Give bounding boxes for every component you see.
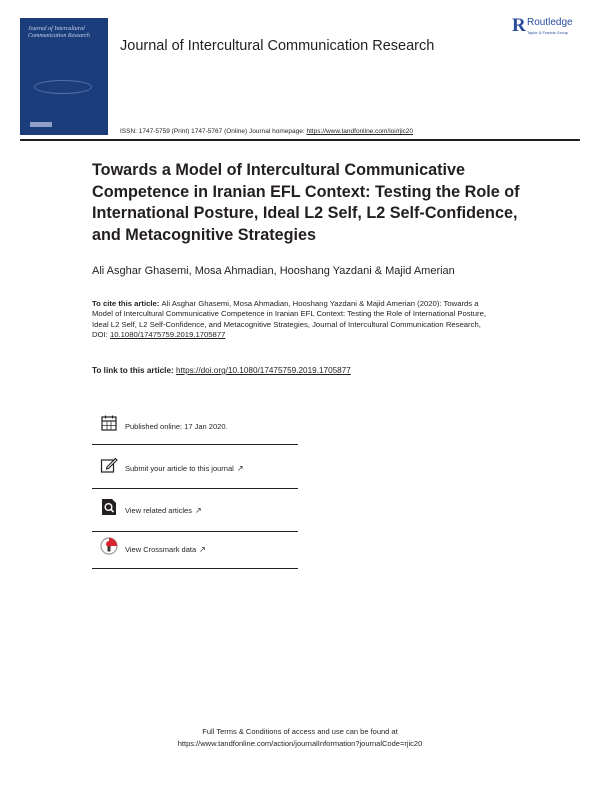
edit-icon [100, 456, 118, 474]
cite-text: Ali Asghar Ghasemi, Mosa Ahmadian, Hooshang Yazdani & Majid Amerian (2020): Towards a Model of Intercultural Communicative Competence in Iranian EFL Context: Testing the Role of International Posture, Ideal L2 Self, L2 Self-Confidence, and Metacognitive Strategies, Journal of Intercultural Communication Research, DOI: [92, 299, 486, 340]
article-doi-link[interactable]: https://doi.org/10.1080/17475759.2019.1705877 [176, 366, 351, 375]
routledge-r-icon: R [512, 15, 526, 36]
external-link-icon: ↗ [194, 506, 202, 515]
publisher-subtitle: Taylor & Francis Group [527, 30, 568, 35]
divider [92, 488, 298, 489]
issn-text: ISSN: 1747-5759 (Print) 1747-5767 (Online) Journal homepage: [120, 128, 307, 135]
link-label: To link to this article: [92, 366, 177, 375]
related-articles-link[interactable] [92, 494, 298, 536]
routledge-logo [512, 16, 592, 40]
crossmark-label: View Crossmark data ↗ [125, 545, 206, 554]
publisher-name: Routledge [527, 17, 573, 28]
crossmark-icon [100, 537, 118, 555]
related-articles-icon [100, 498, 118, 516]
divider [92, 531, 298, 532]
cite-label: To cite this article: [92, 299, 162, 308]
cover-swirl [34, 80, 92, 94]
header-divider [20, 139, 580, 141]
article-title: Towards a Model of Intercultural Communicative Competence in Iranian EFL Context: Testing the Role of International Posture, Ideal L2 Self, L2 Self-Confidence, and Metacognitive Strategies [92, 161, 520, 244]
external-link-icon: ↗ [199, 545, 206, 554]
calendar-icon [100, 414, 118, 432]
related-articles-label: View related articles ↗ [125, 506, 202, 515]
footer-terms-text: Full Terms & Conditions of access and use can be found at [202, 727, 398, 736]
citation-block [92, 299, 487, 341]
issn-line [120, 128, 413, 135]
article-link-line [92, 366, 351, 375]
journal-homepage-link[interactable]: https://www.tandfonline.com/loi/rjic20 [306, 128, 414, 135]
divider [92, 568, 298, 569]
journal-name: Journal of Intercultural Communication Research [120, 38, 435, 54]
footer-terms-link[interactable]: https://www.tandfonline.com/action/journalInformation?journalCode=rjic20 [177, 739, 423, 748]
cover-publisher-mark [30, 122, 52, 127]
divider [92, 444, 298, 445]
published-online-text: Published online: 17 Jan 2020. [125, 422, 228, 431]
article-authors: Ali Asghar Ghasemi, Mosa Ahmadian, Hooshang Yazdani & Majid Amerian [92, 265, 455, 277]
cite-doi-link[interactable]: 10.1080/17475759.2019.1705877 [109, 330, 226, 340]
journal-cover-image [20, 18, 108, 135]
submit-article-label: Submit your article to this journal ↗ [125, 464, 244, 473]
published-online-row [92, 410, 298, 452]
cover-title: Journal of Intercultural Communication Research [28, 26, 90, 39]
external-link-icon: ↗ [236, 464, 244, 473]
